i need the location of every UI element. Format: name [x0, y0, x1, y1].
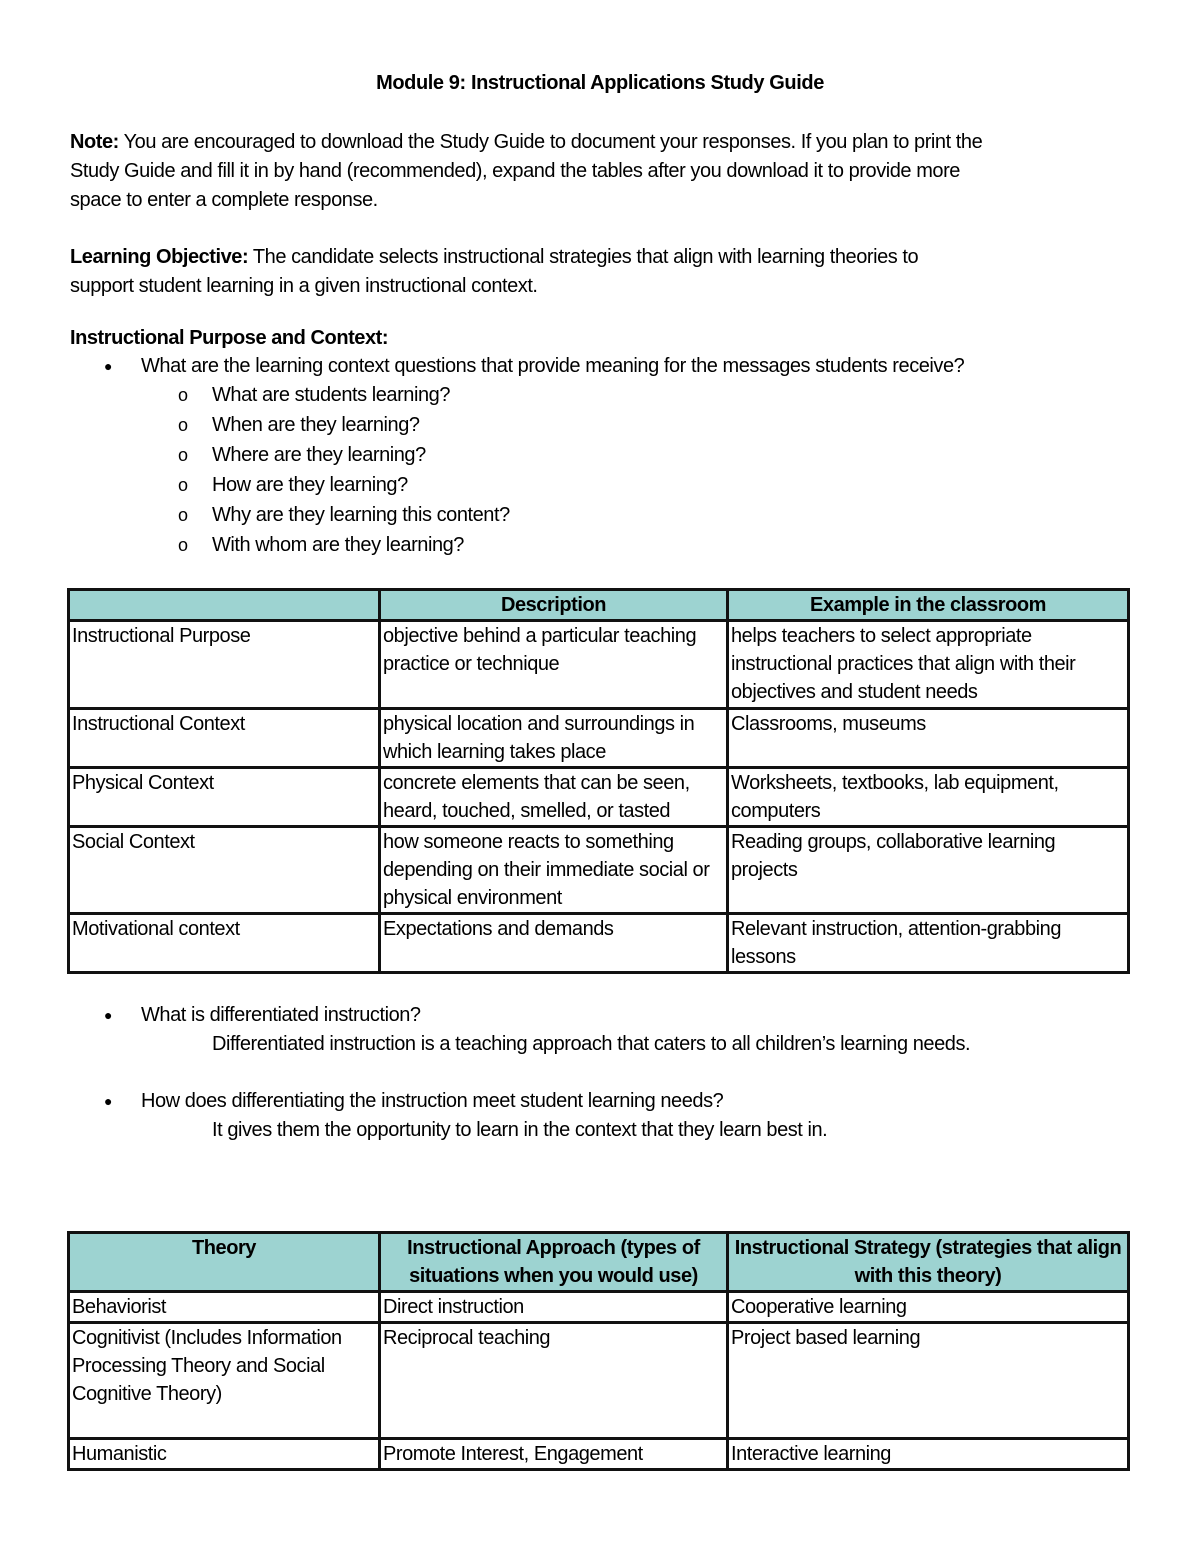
- table-row: Humanistic Promote Interest, Engagement Interactive learning: [69, 1439, 1129, 1470]
- circle-bullet-icon: o: [178, 445, 188, 465]
- column-header: Instructional Approach (types of situations when you would use): [380, 1233, 728, 1292]
- circle-bullet-icon: o: [178, 535, 188, 555]
- table-header-row: [69, 1233, 1129, 1292]
- table-row: Physical Context concrete elements that can be seen, heard, touched, smelled, or tasted Worksheets, textbooks, lab equipment, computers: [69, 768, 1129, 827]
- table-row: Social Context how someone reacts to something depending on their immediate social or physical environment Reading groups, collaborative learning projects: [69, 827, 1129, 914]
- table-row: Behaviorist Direct instruction Cooperative learning: [69, 1292, 1129, 1323]
- bullet-icon: ●: [104, 358, 113, 374]
- column-header: Description: [380, 590, 728, 621]
- circle-bullet-icon: o: [178, 415, 188, 435]
- objective-label: Learning Objective:: [70, 246, 249, 268]
- table-row: Instructional Context physical location and surroundings in which learning takes place Classrooms, museums: [69, 709, 1129, 768]
- learning-objective: Learning Objective: The candidate selects instructional strategies that align with learning theories to support student learning in a given instructional context.: [70, 246, 919, 297]
- page-title: Module 9: Instructional Applications Study Guide: [376, 72, 824, 94]
- bullet-icon: ●: [104, 1007, 113, 1023]
- section-heading: Instructional Purpose and Context:: [70, 327, 389, 349]
- table-row: Cognitivist (Includes Information Processing Theory and Social Cognitive Theory) Reciprocal teaching Project based learning: [69, 1323, 1129, 1439]
- circle-bullet-icon: o: [178, 475, 188, 495]
- column-header: [69, 590, 380, 621]
- note-paragraph: Note: You are encouraged to download the Study Guide to document your responses. If you plan to print the Study Guide and fill it in by hand (recommended), expand the tables after you download it to provide more space to enter a complete response.: [70, 131, 983, 211]
- circle-bullet-icon: o: [178, 385, 188, 405]
- circle-bullet-icon: o: [178, 505, 188, 525]
- context-table: [67, 588, 1130, 974]
- theory-table: [67, 1231, 1130, 1471]
- bullet-icon: ●: [104, 1093, 113, 1109]
- column-header: Instructional Strategy (strategies that align with this theory): [728, 1233, 1129, 1292]
- note-label: Note:: [70, 131, 119, 153]
- column-header: Example in the classroom: [728, 590, 1129, 621]
- table-header-row: [69, 590, 1129, 621]
- table-row: Motivational context Expectations and demands Relevant instruction, attention-grabbing lessons: [69, 914, 1129, 973]
- table-row: Instructional Purpose objective behind a particular teaching practice or technique helps teachers to select appropriate instructional practices that align with their objectives and student needs: [69, 621, 1129, 709]
- column-header: Theory: [69, 1233, 380, 1292]
